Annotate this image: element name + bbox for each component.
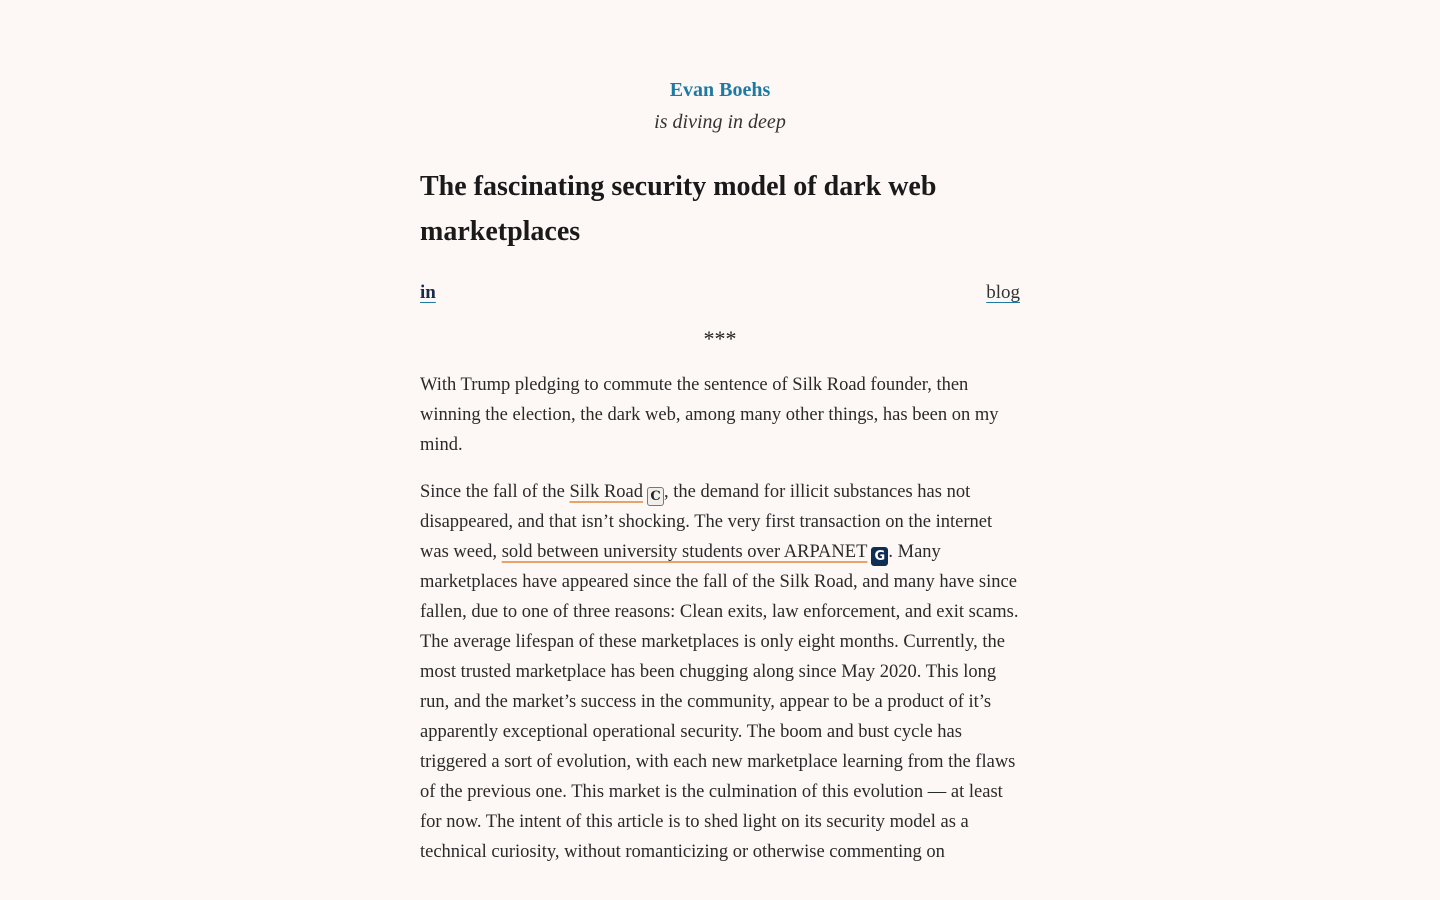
page <box>420 0 1020 867</box>
site-tagline: is diving in deep <box>654 111 786 133</box>
post-body <box>420 370 1020 867</box>
post-meta-row <box>420 278 1020 308</box>
site-header <box>420 74 1020 138</box>
site-name-link[interactable]: Evan Boehs <box>669 79 771 101</box>
paragraph-history <box>420 477 1020 867</box>
in-link[interactable]: in <box>420 282 436 303</box>
blog-link[interactable]: blog <box>986 282 1020 303</box>
post-title: The fascinating security model of dark web marketplaces <box>420 171 937 247</box>
silk-road-link[interactable]: Silk Road <box>569 482 643 502</box>
paragraph-intro: With Trump pledging to commute the sentence of Silk Road founder, then winning the election, the dark web, among many other things, has been on my mind. <box>420 375 999 455</box>
source-favicon-icon: C <box>647 487 664 506</box>
paragraph-text: . Many marketplaces have appeared since the fall of the Silk Road, and many have since fallen, due to one of three reasons: Clean exits, law enforcement, and exit scams. The average lifespan of these marketplaces is only eight months. Currently, the most trusted marketplace has been chugging along since May 2020. This long run, and the market’s success in the community, appear to be a product of it’s apparently exceptional operational security. The boom and bust cycle has triggered a sort of evolution, with each new marketplace learning from the flaws of the previous one. This market is the culmination of this evolution — at least for now. The intent of this article is to shed light on its security model as a technical curiosity, without romanticizing or otherwise commenting on <box>420 542 1019 862</box>
source-favicon-icon: G <box>871 547 888 566</box>
article <box>420 164 1020 867</box>
arpanet-link[interactable]: sold between university students over ARPANET <box>501 542 868 562</box>
paragraph-text: , the demand for illicit substances has not disappeared, and that isn’t shocking. The very first transaction on the internet was weed, <box>420 482 993 562</box>
paragraph-text: Since the fall of the <box>420 482 570 502</box>
section-divider: *** <box>703 326 737 351</box>
